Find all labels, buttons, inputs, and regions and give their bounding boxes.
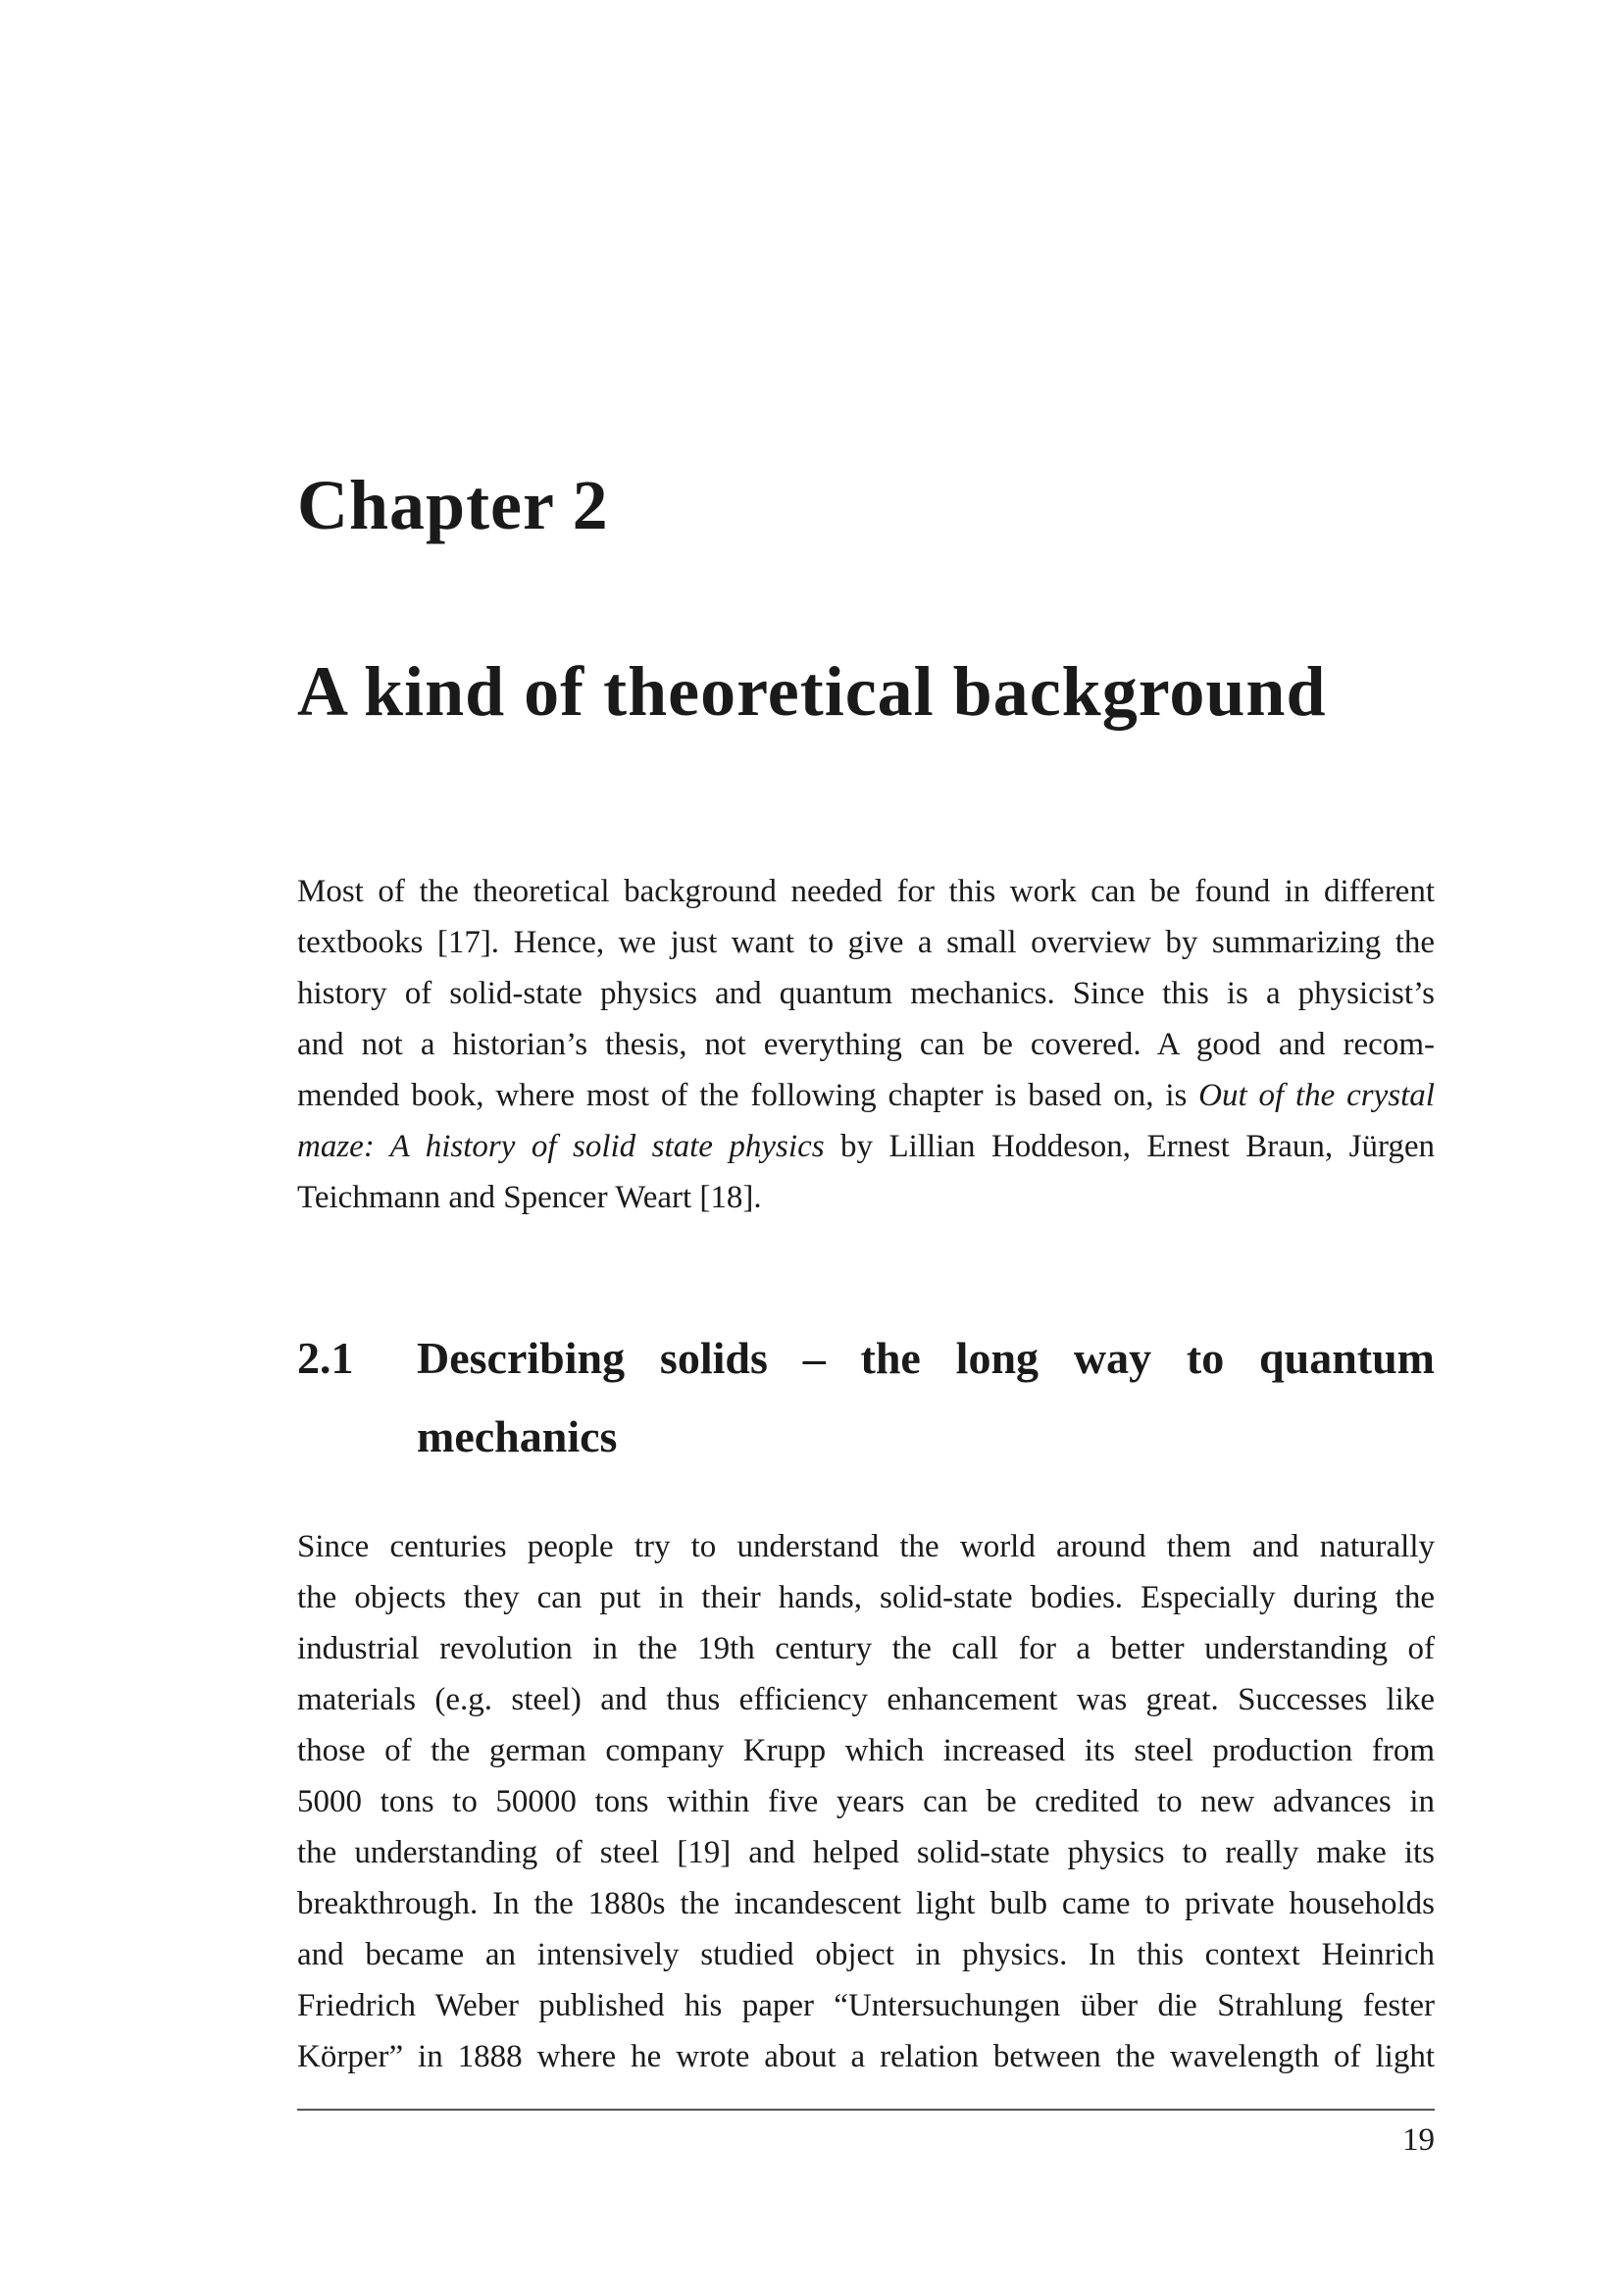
body-line: Körper” in 1888 where he wrote about a relation between the wavelength of light <box>297 2039 1435 2074</box>
book-title-italic: Out of the crystal <box>1198 1078 1435 1113</box>
intro-line: history of solid-state physics and quantum mechanics. Since this is a physicist’s <box>297 976 1435 1011</box>
body-line: industrial revolution in the 19th century the call for a better understanding of <box>297 1631 1435 1666</box>
chapter-title: A kind of theoretical background <box>297 652 1327 731</box>
intro-line: textbooks [17]. Hence, we just want to give a small overview by summarizing the <box>297 925 1435 960</box>
body-line: and became an intensively studied object in physics. In this context Heinrich <box>297 1937 1435 1972</box>
section-title-line: Describing solids – the long way to quantum <box>417 1333 1435 1383</box>
intro-line: Teichmann and Spencer Weart [18]. <box>297 1180 762 1215</box>
intro-text: by Lillian Hoddeson, Ernest Braun, Jürgen <box>824 1129 1435 1164</box>
intro-line <box>297 1070 1435 1121</box>
body-line: breakthrough. In the 1880s the incandescent light bulb came to private households <box>297 1886 1435 1921</box>
body-line: 5000 tons to 50000 tons within five years can be credited to new advances in <box>297 1784 1435 1819</box>
section-title-line: mechanics <box>417 1411 618 1461</box>
body-line: the objects they can put in their hands, solid-state bodies. Especially during the <box>297 1580 1435 1615</box>
intro-text: mended book, where most of the following chapter is based on, is <box>297 1078 1199 1113</box>
intro-line: and not a historian’s thesis, not everything can be covered. A good and recom- <box>297 1027 1435 1062</box>
section-title <box>417 1319 1435 1476</box>
intro-paragraph <box>297 866 1435 1223</box>
body-line: Friedrich Weber published his paper “Untersuchungen über die Strahlung fester <box>297 1988 1435 2023</box>
section-paragraph <box>297 1521 1435 2082</box>
intro-line <box>297 1121 1435 1172</box>
chapter-label: Chapter 2 <box>297 466 609 544</box>
footer-divider <box>297 2109 1435 2111</box>
page-number: 19 <box>1402 2122 1435 2158</box>
body-line: materials (e.g. steel) and thus efficiency enhancement was great. Successes like <box>297 1682 1435 1717</box>
intro-line: Most of the theoretical background needed for this work can be found in different <box>297 874 1435 909</box>
section-number: 2.1 <box>297 1333 354 1383</box>
body-line: those of the german company Krupp which increased its steel production from <box>297 1733 1435 1768</box>
book-title-italic: maze: A history of solid state physics <box>297 1129 825 1164</box>
body-line: the understanding of steel [19] and helped solid-state physics to really make its <box>297 1835 1435 1870</box>
body-line: Since centuries people try to understand the world around them and naturally <box>297 1529 1435 1564</box>
